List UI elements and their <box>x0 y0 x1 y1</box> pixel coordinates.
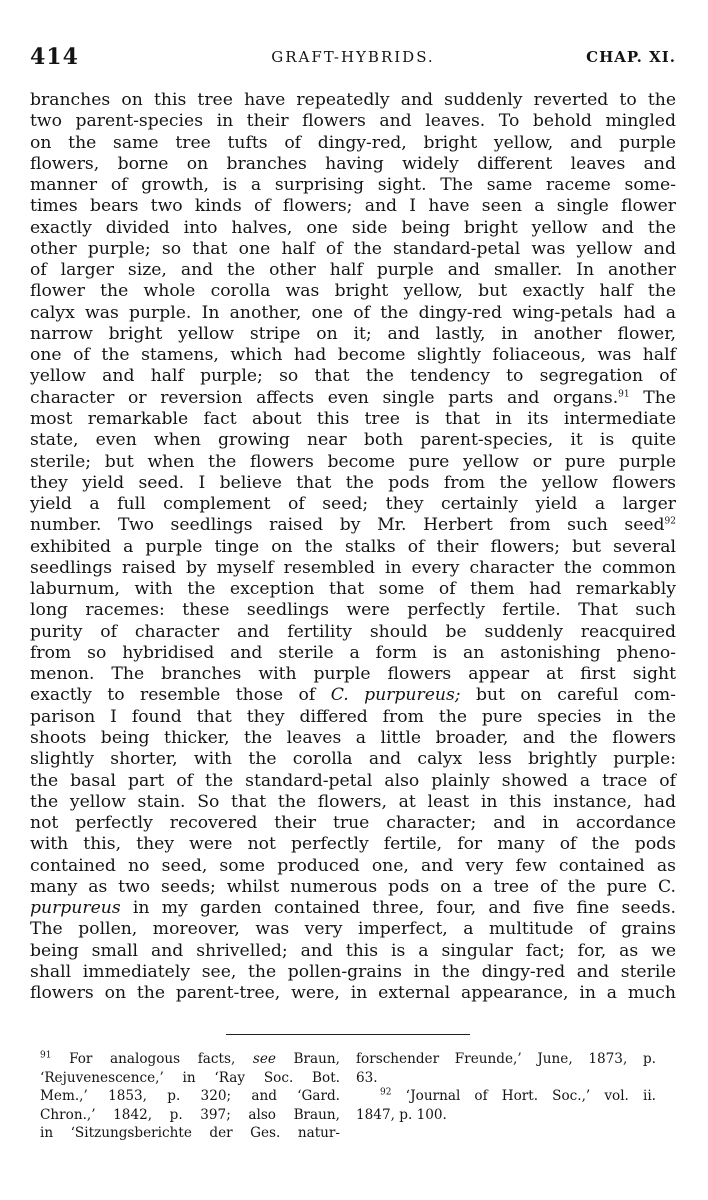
body-line: flower the whole corolla was bright yellow, but exactly half the <box>30 281 676 302</box>
body-line: branches on this tree have repeatedly and suddenly reverted to the <box>30 90 676 110</box>
body-line: manner of growth, is a surprising sight. The same raceme some- <box>30 175 676 196</box>
body-line: The pollen, moreover, was very imperfect, a multitude of grains <box>30 919 676 940</box>
body-line: character or reversion affects even single parts and organs.$^{91}$ The <box>30 387 676 408</box>
footnote-rule <box>226 1034 470 1035</box>
species-name: purpureus <box>30 898 121 919</box>
body-line: shall immediately see, the pollen-grains in the dingy-red and sterile <box>30 961 676 982</box>
body-line: parison I found that they differed from the pure species in the <box>30 706 676 727</box>
footnote-line: in ‘Sitzungsberichte der Ges. natur- <box>40 1125 340 1141</box>
footnote-line: $^{92}$ ‘Journal of Hort. Soc.,’ vol. ii. <box>380 1087 656 1104</box>
page-number: 414 <box>30 44 79 70</box>
footnote-ref-91: 91 <box>618 388 630 399</box>
body-line: laburnum, with the exception that some of them had remarkably <box>30 579 676 600</box>
page-header <box>30 44 676 74</box>
body-line: on the same tree tufts of dingy-red, bright yellow, and purple <box>30 132 676 153</box>
body-line: the basal part of the standard-petal also plainly showed a trace of <box>30 770 676 791</box>
body-line: yellow and half purple; so that the tendency to segregation of <box>30 366 676 387</box>
footnote-line: forschender Freunde,’ June, 1873, p. <box>356 1051 656 1067</box>
body-line: contained no seed, some produced one, and very few contained as <box>30 855 676 876</box>
footnote-91 <box>40 1050 340 1143</box>
body-line: exactly divided into halves, one side being bright yellow and the <box>30 217 676 238</box>
body-line: sterile; but when the flowers become pure yellow or pure purple <box>30 451 676 472</box>
body-line: narrow bright yellow stripe on it; and lastly, in another flower, <box>30 323 676 344</box>
body-text <box>30 90 676 1004</box>
body-line: not perfectly recovered their true character; and in accordance <box>30 813 676 834</box>
body-line: slightly shorter, with the corolla and calyx less brightly purple: <box>30 749 676 770</box>
footnote-line: 1847, p. 100. <box>356 1106 447 1123</box>
running-title: GRAFT-HYBRIDS. <box>271 48 435 66</box>
footnote-ref-92: 92 <box>664 516 676 527</box>
body-line: with this, they were not perfectly fertile, for many of the pods <box>30 834 676 855</box>
body-line: they yield seed. I believe that the pods from the yellow flowers <box>30 472 676 493</box>
footnote-line: ‘Rejuvenescence,’ in ‘Ray Soc. Bot. <box>40 1069 340 1086</box>
footnote-line: 63. <box>356 1069 378 1086</box>
body-line: yield a full complement of seed; they certainly yield a larger <box>30 494 676 515</box>
body-line: exactly to resemble those of C. purpureus; but on careful com- <box>30 685 676 706</box>
body-line: purity of character and fertility should be suddenly reacquired <box>30 621 676 642</box>
body-line: flowers on the parent-tree, were, in external appearance, in a much <box>30 983 676 1004</box>
footnote-line: Chron.,’ 1842, p. 397; also Braun, <box>40 1106 340 1123</box>
body-line: calyx was purple. In another, one of the dingy-red wing-petals had a <box>30 302 676 323</box>
footnote-line: Mem.,’ 1853, p. 320; and ‘Gard. <box>40 1088 340 1104</box>
body-line: most remarkable fact about this tree is that in its intermediate <box>30 408 676 429</box>
body-line: long racemes: these seedlings were perfectly fertile. That such <box>30 600 676 621</box>
body-line: from so hybridised and sterile a form is an astonishing pheno- <box>30 642 676 663</box>
body-line: flowers, borne on branches having widely different leaves and <box>30 153 676 174</box>
body-line: times bears two kinds of flowers; and I have seen a single flower <box>30 196 676 217</box>
footnote-mark-91: 91 <box>40 1050 52 1061</box>
footnote-line: $^{91}$ For analogous facts, see Braun, <box>40 1050 340 1067</box>
body-line: purpureus in my garden contained three, four, and five fine seeds. <box>30 898 676 919</box>
footnote-mark-92: 92 <box>380 1087 392 1098</box>
body-line: state, even when growing near both parent-species, it is quite <box>30 430 676 451</box>
body-line: of larger size, and the other half purple and smaller. In another <box>30 260 676 281</box>
body-line: other purple; so that one half of the standard-petal was yellow and <box>30 238 676 259</box>
body-line: the yellow stain. So that the flowers, at least in this instance, had <box>30 791 676 812</box>
species-name: C. purpureus; <box>330 685 461 706</box>
body-line: being small and shrivelled; and this is a singular fact; for, as we <box>30 940 676 961</box>
body-line: number. Two seedlings raised by Mr. Herbert from such seed$^{92}$ <box>30 515 676 536</box>
body-line: shoots being thicker, the leaves a little broader, and the flowers <box>30 727 676 748</box>
body-line: one of the stamens, which had become slightly foliaceous, was half <box>30 345 676 366</box>
footnote-continuation <box>356 1050 656 1124</box>
body-line: many as two seeds; whilst numerous pods on a tree of the pure C. <box>30 876 676 897</box>
body-line: exhibited a purple tinge on the stalks of their flowers; but several <box>30 536 676 557</box>
body-line: menon. The branches with purple flowers appear at first sight <box>30 664 676 685</box>
body-line: two parent-species in their flowers and leaves. To behold mingled <box>30 111 676 132</box>
italic-see: see <box>252 1051 276 1067</box>
chapter-label: CHAP. XI. <box>586 48 676 66</box>
body-line: seedlings raised by myself resembled in every character the common <box>30 557 676 578</box>
